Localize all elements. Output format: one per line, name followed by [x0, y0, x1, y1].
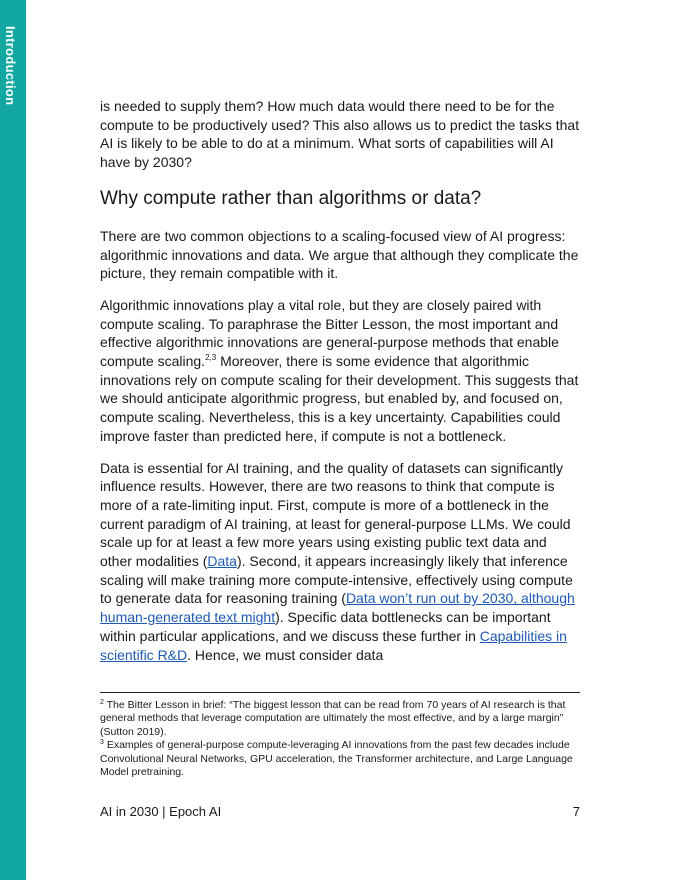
- section-heading: Why compute rather than algorithms or data?: [100, 187, 482, 209]
- data-link[interactable]: Data: [207, 553, 237, 570]
- footnote-number: 3: [100, 739, 104, 747]
- footnote-reference[interactable]: 2,3: [205, 353, 217, 363]
- paragraph-text: Data is essential for AI training, and the quality of datasets can significantly influence results. However, there are two reasons to think that compute is more of a rate-limiting input. First, compute is more of a bottleneck in the current paradigm of AI training, at least for general-purpose LLMs. We could scale up for at least a few more years using existing public text data and other modalities (: [100, 459, 571, 570]
- capabilities-scientific-rd-link[interactable]: Capabilities in scientific R&D: [100, 627, 567, 663]
- paragraph-text: ). Second, it appears increasingly likely that inference scaling will make training more compute-intensive, effectively using compute to generate data for reasoning training (: [100, 553, 573, 607]
- footnote-2: [100, 699, 580, 739]
- paragraph-algorithmic-innovations: [100, 296, 580, 446]
- paragraph-text: Moreover, there is some evidence that algorithmic innovations rely on compute scaling for their development. This suggests that we should anticipate algorithmic progress, but enabled by, and focused on, compute scaling. Nevertheless, this is a key uncertainty. Capabilities could improve faster than predicted here, if compute is not a bottleneck.: [100, 353, 579, 444]
- data-wont-run-out-link[interactable]: Data won’t run out by 2030, although human-generated text might: [100, 590, 575, 626]
- footnote-number: 2: [100, 699, 104, 706]
- footer-title: AI in 2030 | Epoch AI: [100, 804, 222, 819]
- paragraph-text: ). Specific data bottlenecks can be important within particular applications, and we discuss these further in: [100, 609, 551, 644]
- paragraph-text: Algorithmic innovations play a vital role, but they are closely paired with compute scaling. To paraphrase the Bitter Lesson, the most important and effective algorithmic innovations are general-purpose methods that enable compute scaling.: [100, 296, 559, 370]
- footnote-text: Examples of general-purpose compute-leveraging AI innovations from the past few decades include Convolutional Neural Networks, GPU acceleration, the Transformer architecture, and Large Language Model pretraining.: [100, 739, 573, 779]
- page-number: 7: [572, 804, 580, 819]
- footnote-text: The Bitter Lesson in brief: “The biggest lesson that can be read from 70 years of AI research is that general methods that leverage computation are ultimately the most effective, and by a large margin” (Sutton 2019).: [100, 699, 566, 738]
- paragraph-continuation: is needed to supply them? How much data would there need to be for the compute to be productively used? This also allows us to predict the tasks that AI is likely to be able to do at a minimum. What sorts of capabilities will AI have by 2030?: [100, 98, 580, 171]
- main-content: [100, 97, 580, 677]
- footnote-3: [100, 739, 580, 779]
- paragraph-text: . Hence, we must consider data: [187, 646, 384, 663]
- section-sidebar: [0, 0, 26, 880]
- paragraph-objections: There are two common objections to a scaling-focused view of AI progress: algorithmic innovations and data. We argue that although they complicate the picture, they remain compatible with it.: [100, 227, 579, 282]
- paragraph-data: [100, 459, 580, 665]
- section-label: Introduction: [3, 26, 18, 106]
- footnotes: [100, 692, 580, 779]
